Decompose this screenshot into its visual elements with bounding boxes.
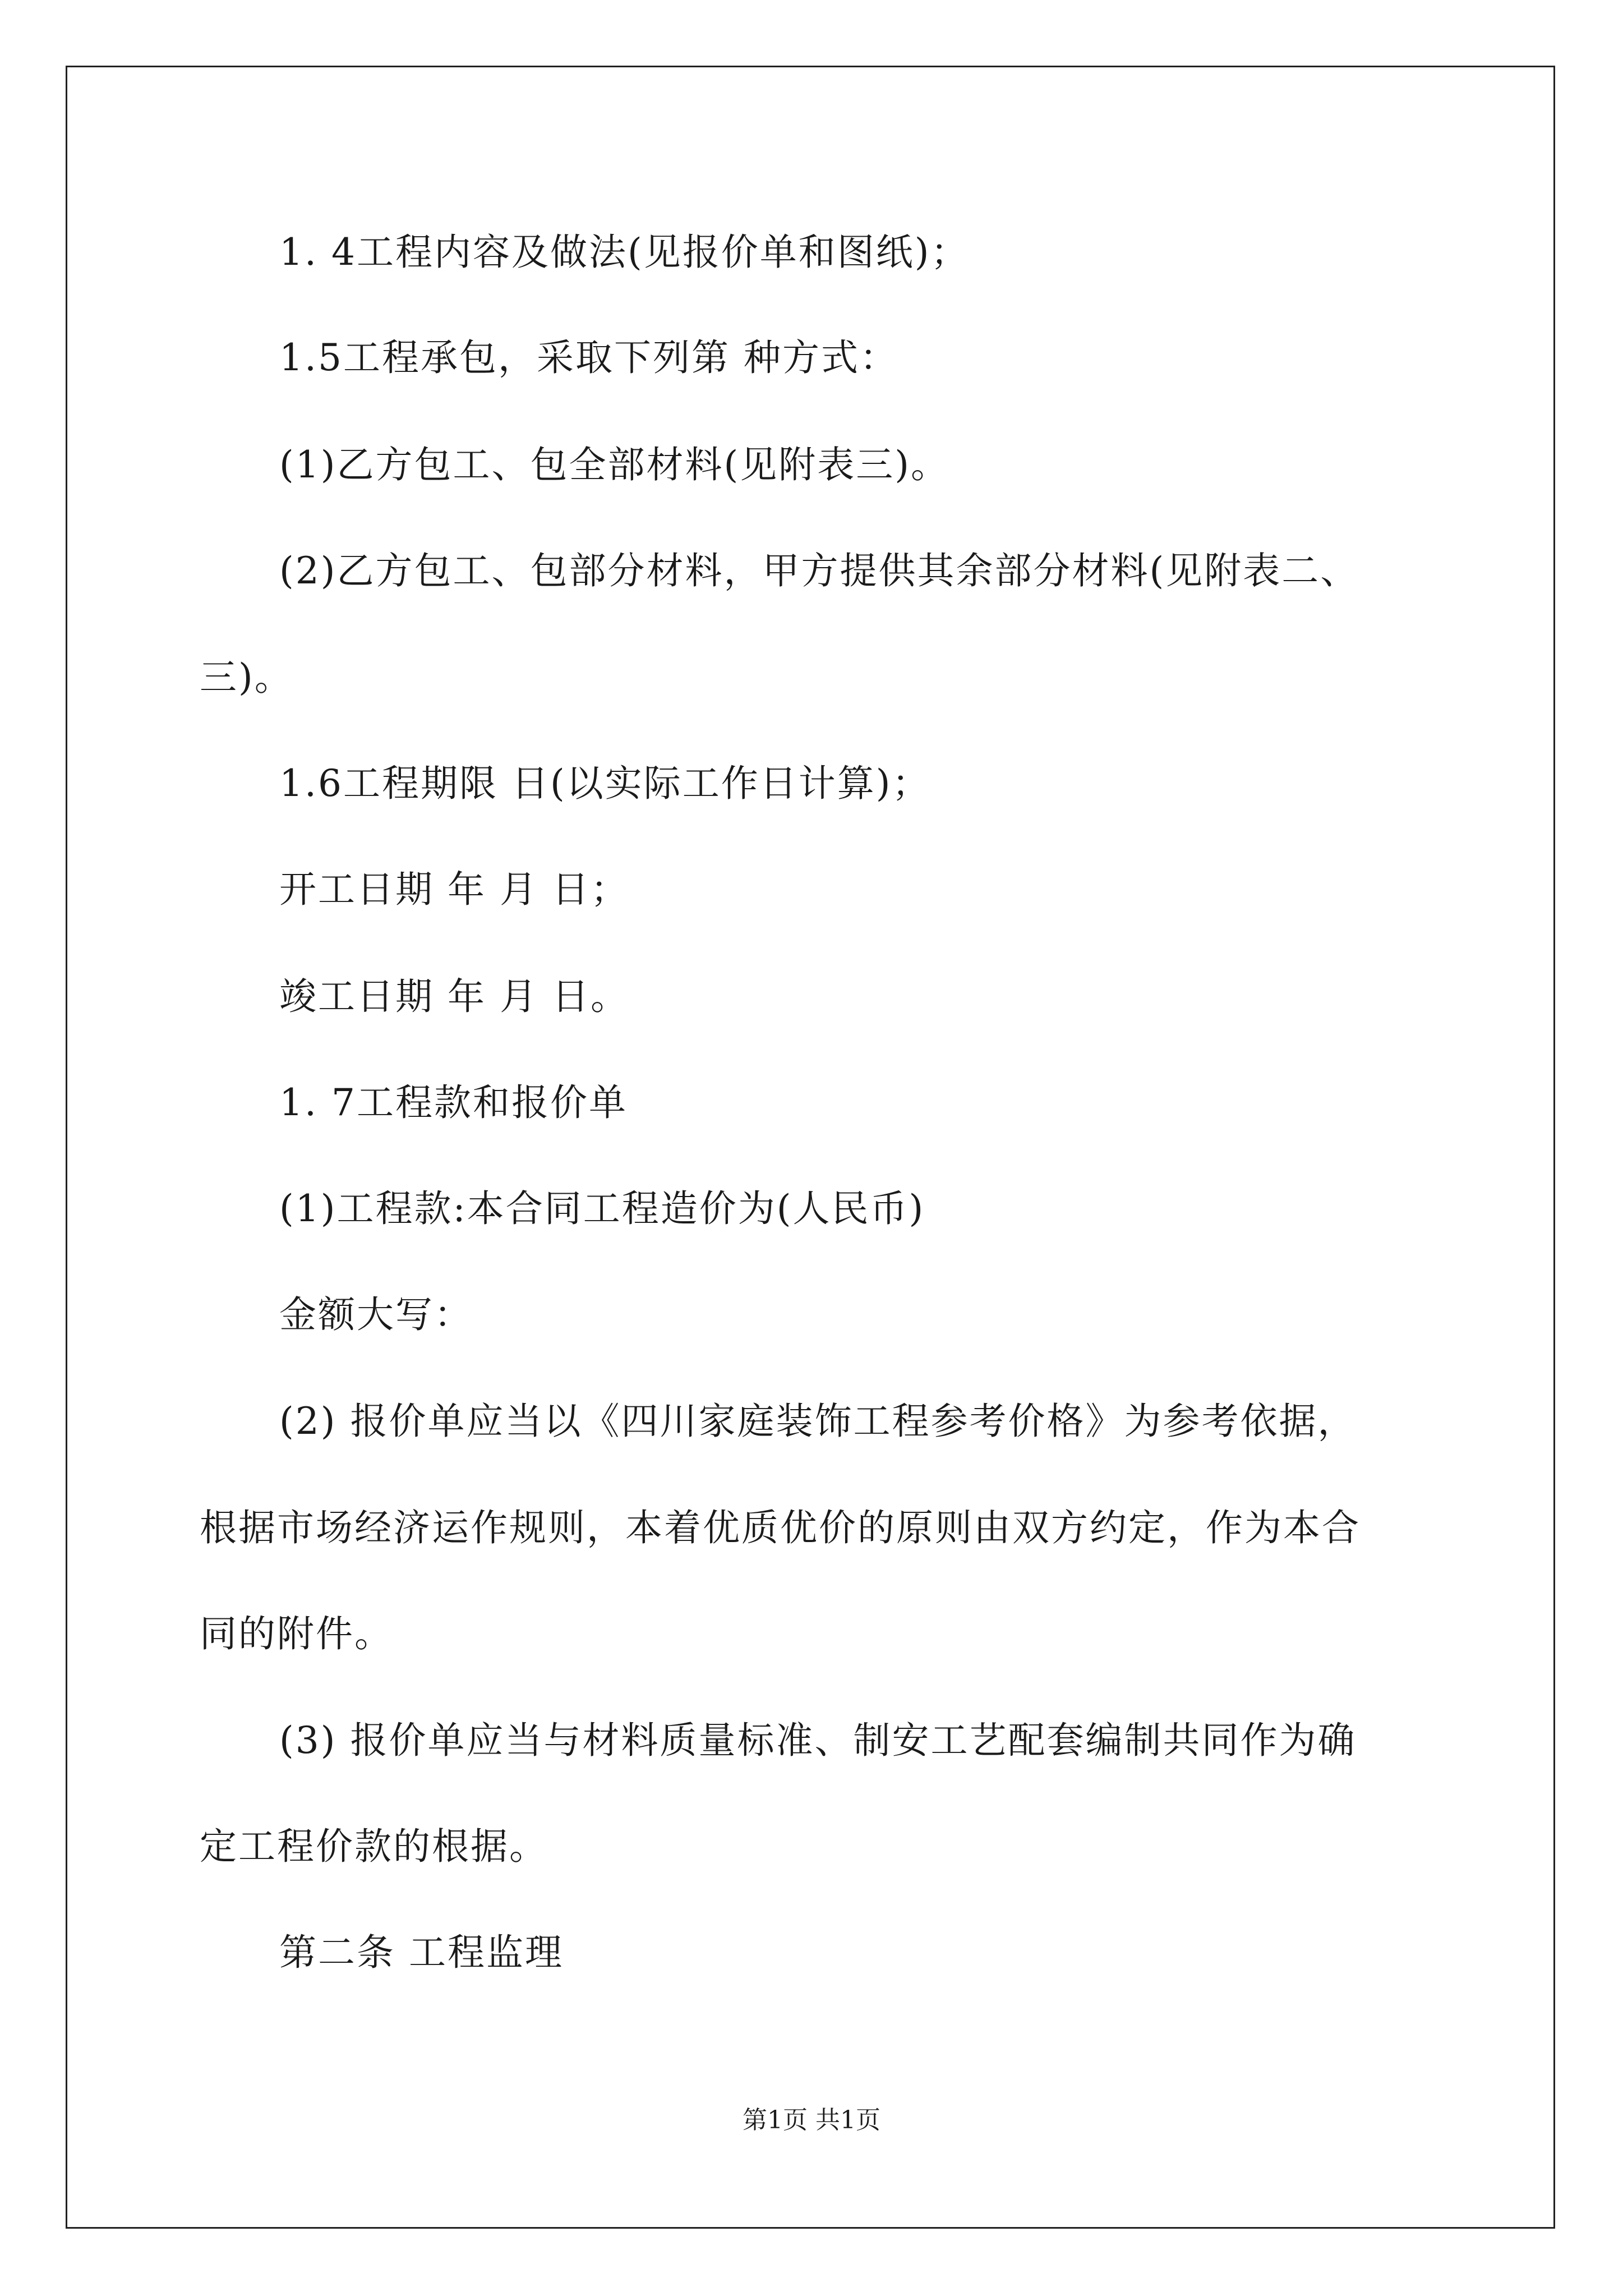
line-contract-price: (1)工程款:本合同工程造价为(人民币) [279, 1187, 925, 1230]
page-border [66, 66, 1555, 2229]
line-1-7-payment: 1. 7工程款和报价单 [279, 1081, 628, 1124]
page-number-footer: 第1页 共1页 [743, 2106, 880, 2134]
line-quote-standards-cont: 定工程价款的根据。 [200, 1825, 548, 1868]
section-heading-article-2: 第二条 工程监理 [279, 1931, 564, 1974]
line-option-2-cont: 三)。 [200, 656, 293, 699]
line-quote-standards: (3) 报价单应当与材料质量标准、制安工艺配套编制共同作为确 [279, 1719, 1357, 1762]
line-1-6-duration: 1.6工程期限 日(以实际工作日计算)； [279, 762, 931, 805]
line-option-1: (1)乙方包工、包全部材料(见附表三)。 [279, 443, 949, 486]
line-quote-basis-cont-1: 根据市场经济运作规则，本着优质优价的原则由双方约定，作为本合 [200, 1506, 1361, 1549]
line-1-4-scope: 1. 4工程内容及做法(见报价单和图纸)； [279, 231, 970, 274]
line-option-2: (2)乙方包工、包部分材料，甲方提供其余部分材料(见附表二、 [279, 549, 1359, 592]
line-quote-basis: (2) 报价单应当以《四川家庭装饰工程参考价格》为参考依据， [279, 1400, 1357, 1443]
line-start-date: 开工日期 年 月 日； [279, 868, 629, 911]
line-amount-in-words: 金额大写： [279, 1293, 473, 1336]
line-quote-basis-cont-2: 同的附件。 [200, 1612, 393, 1655]
line-1-5-contract-mode: 1.5工程承包，采取下列第 种方式： [279, 336, 898, 379]
line-completion-date: 竣工日期 年 月 日。 [279, 975, 629, 1018]
